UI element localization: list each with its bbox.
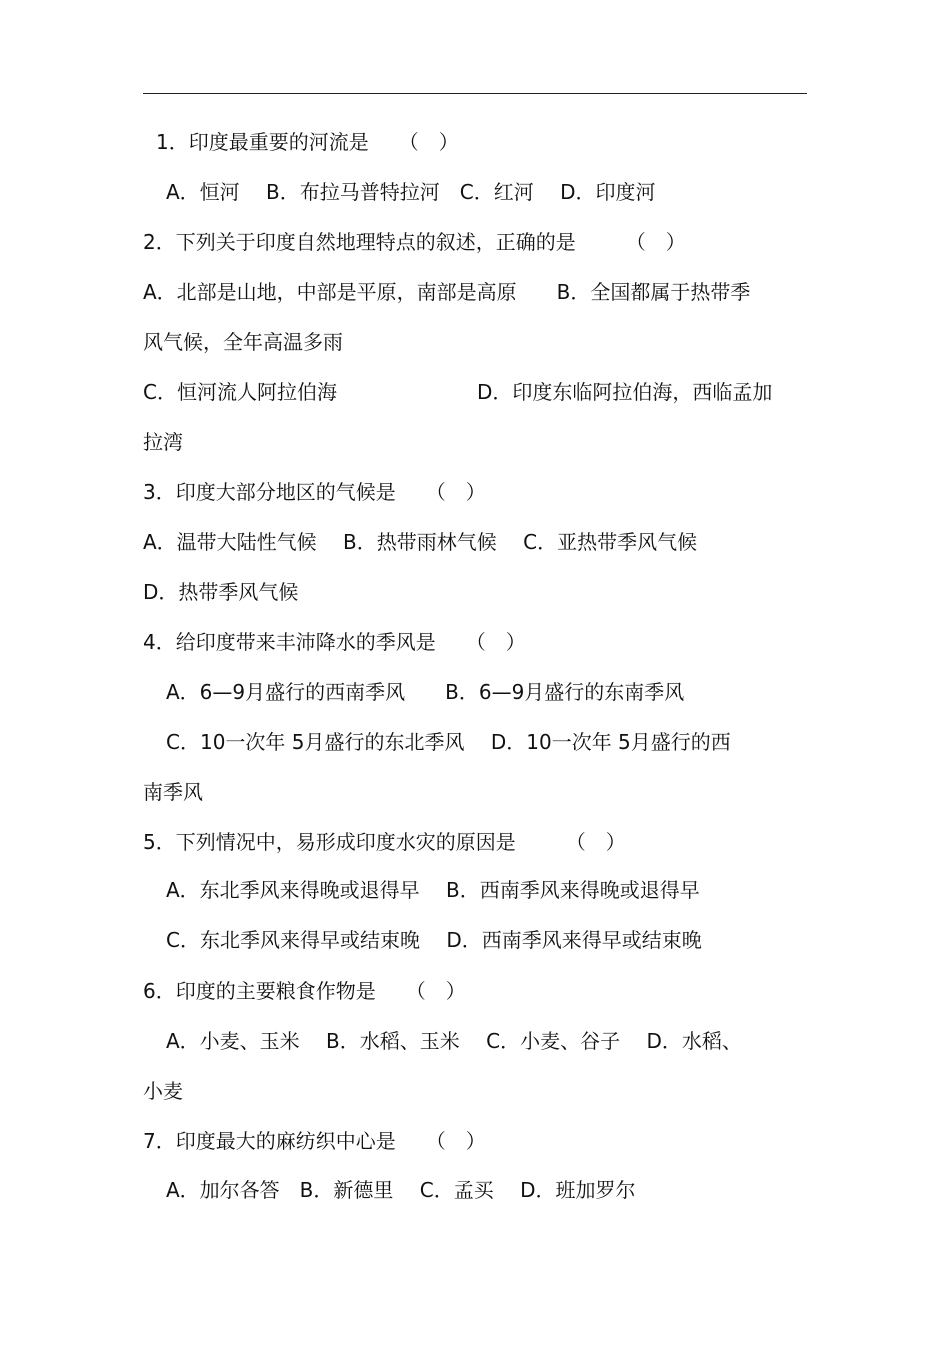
question-1-stem: 1．印度最重要的河流是 （ ） — [156, 130, 459, 154]
question-7-options: A．加尔各答 B．新德里 C．孟买 D．班加罗尔 — [166, 1178, 636, 1202]
question-6-options-line-2: 小麦 — [143, 1079, 183, 1103]
question-4-options-line-2: C．10一次年 5月盛行的东北季风 D．10一次年 5月盛行的西 — [166, 730, 731, 754]
question-6-stem: 6．印度的主要粮食作物是 （ ） — [143, 979, 466, 1003]
question-2-options-line-4: 拉湾 — [143, 430, 183, 454]
question-3-options-line-2: D．热带季风气候 — [143, 580, 299, 604]
question-5-stem: 5．下列情况中，易形成印度水灾的原因是 （ ） — [143, 830, 626, 854]
question-2-stem: 2．下列关于印度自然地理特点的叙述，正确的是 （ ） — [143, 230, 686, 254]
question-5-options-line-2: C．东北季风来得早或结束晚 D．西南季风来得早或结束晚 — [166, 928, 702, 952]
header-rule — [143, 93, 807, 94]
question-7-stem: 7．印度最大的麻纺织中心是 （ ） — [143, 1129, 486, 1153]
question-3-stem: 3．印度大部分地区的气候是 （ ） — [143, 480, 486, 504]
question-5-options-line-1: A．东北季风来得晚或退得早 B．西南季风来得晚或退得早 — [166, 878, 700, 902]
question-4-stem: 4．给印度带来丰沛降水的季风是 （ ） — [143, 630, 526, 654]
question-2-options-line-3: C．恒河流人阿拉伯海 D．印度东临阿拉伯海，西临孟加 — [143, 380, 773, 404]
question-6-options-line-1: A．小麦、玉米 B．水稻、玉米 C．小麦、谷子 D．水稻、 — [166, 1029, 742, 1053]
question-3-options-line-1: A．温带大陆性气候 B．热带雨林气候 C．亚热带季风气候 — [143, 530, 698, 554]
question-2-options-line-2: 风气候，全年高温多雨 — [143, 330, 343, 354]
question-2-options-line-1: A．北部是山地，中部是平原，南部是高原 B．全国都属于热带季 — [143, 280, 751, 304]
question-4-options-line-3: 南季风 — [143, 780, 203, 804]
question-4-options-line-1: A．6—9月盛行的西南季风 B．6—9月盛行的东南季风 — [166, 680, 685, 704]
question-1-options: A．恒河 B．布拉马普特拉河 C．红河 D．印度河 — [166, 180, 656, 204]
